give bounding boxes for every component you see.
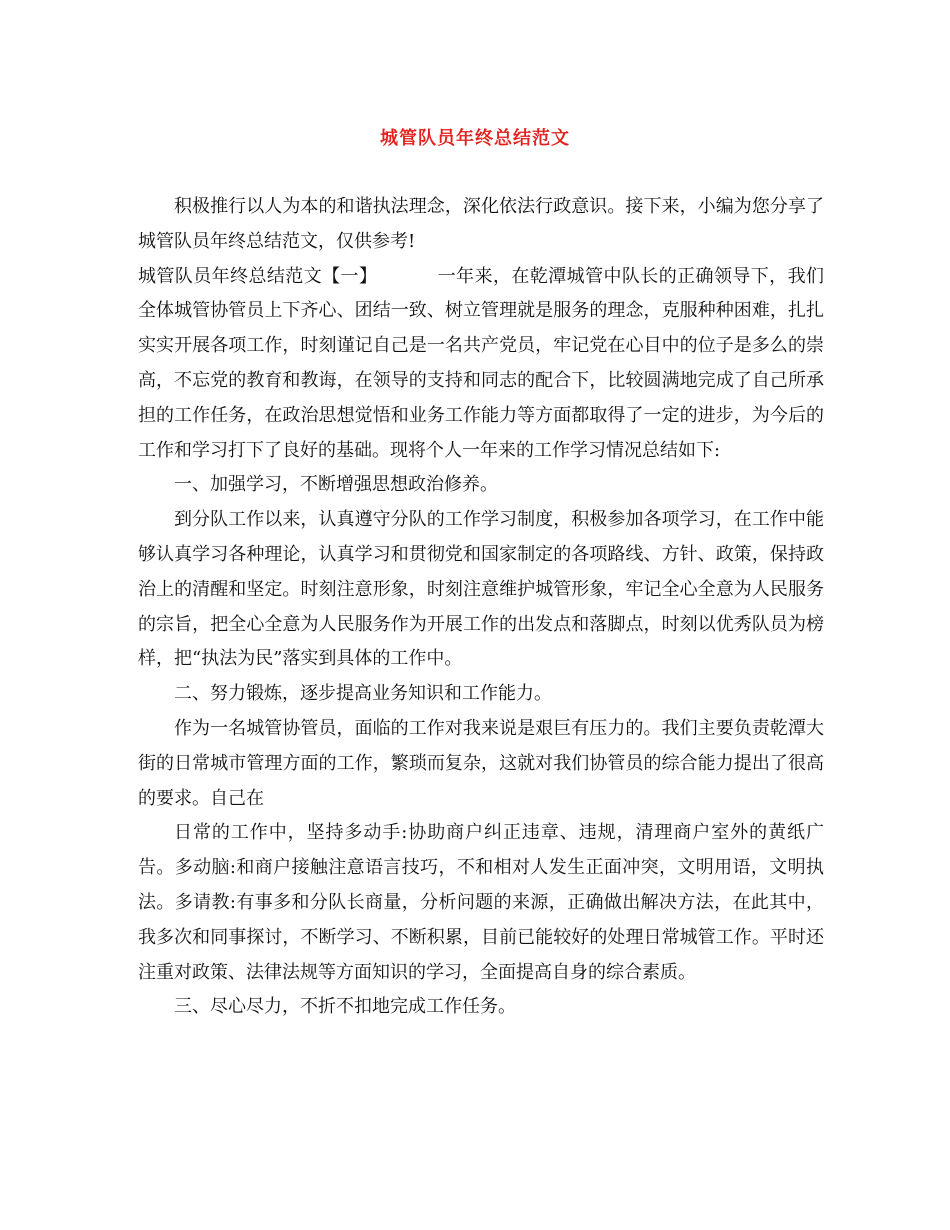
heading-two: 二、努力锻炼，逐步提高业务知识和工作能力。 <box>174 683 552 705</box>
paragraph-one: 到分队工作以来，认真遵守分队的工作学习制度，积极参加各项学习，在工作中能够认真学习各种理论，认真学习和贯彻党和国家制定的各项路线、方针、政策，保持政治上的清醒和坚定。时刻注意形象，时刻注意维护城管形象，牢记全心全意为人民服务的宗旨，把全心全意为人民服务作为开展工作的出发点和落脚点，时刻以优秀队员为榜样，把“执法为民”落实到具体的工作中。 <box>138 509 824 670</box>
paragraph-three: 日常的工作中，坚持多动手:协助商户纠正违章、违规，清理商户室外的黄纸广告。多动脑:和商户接触注意语言技巧，不和相对人发生正面冲突，文明用语，文明执法。多请教:有事多和分队长商量，分析问题的来源，正确做出解决方法，在此其中，我多次和同事探讨，不断学习、不断积累，目前已能较好的处理日常城管工作。平时还注重对政策、法律法规等方面知识的学习，全面提高自身的综合素质。 <box>138 822 824 983</box>
section-one-paragraph <box>138 260 824 469</box>
section-label: 城管队员年终总结范文【一】 <box>138 265 378 287</box>
document-body <box>138 190 824 1025</box>
intro-paragraph: 积极推行以人为本的和谐执法理念，深化依法行政意识。接下来，小编为您分享了城管队员年终总结范文，仅供参考! <box>138 196 824 252</box>
section-body: 一年来，在乾潭城管中队长的正确领导下，我们全体城管协管员上下齐心、团结一致、树立管理就是服务的理念，克服种种困难，扎扎实实开展各项工作，时刻谨记自己是一名共产党员，牢记党在心目中的位子是多么的崇高，不忘党的教育和教诲，在领导的支持和同志的配合下，比较圆满地完成了自己所承担的工作任务，在政治思想觉悟和业务工作能力等方面都取得了一定的进步，为今后的工作和学习打下了良好的基础。现将个人一年来的工作学习情况总结如下: <box>138 265 825 461</box>
document-title: 城管队员年终总结范文 <box>380 128 570 149</box>
heading-three: 三、尽心尽力，不折不扣地完成工作任务。 <box>174 996 516 1018</box>
paragraph-two: 作为一名城管协管员，面临的工作对我来说是艰巨有压力的。我们主要负责乾潭大街的日常城市管理方面的工作，繁琐而复杂，这就对我们协管员的综合能力提出了很高的要求。自己在 <box>138 717 824 809</box>
heading-one: 一、加强学习，不断增强思想政治修养。 <box>174 474 498 496</box>
